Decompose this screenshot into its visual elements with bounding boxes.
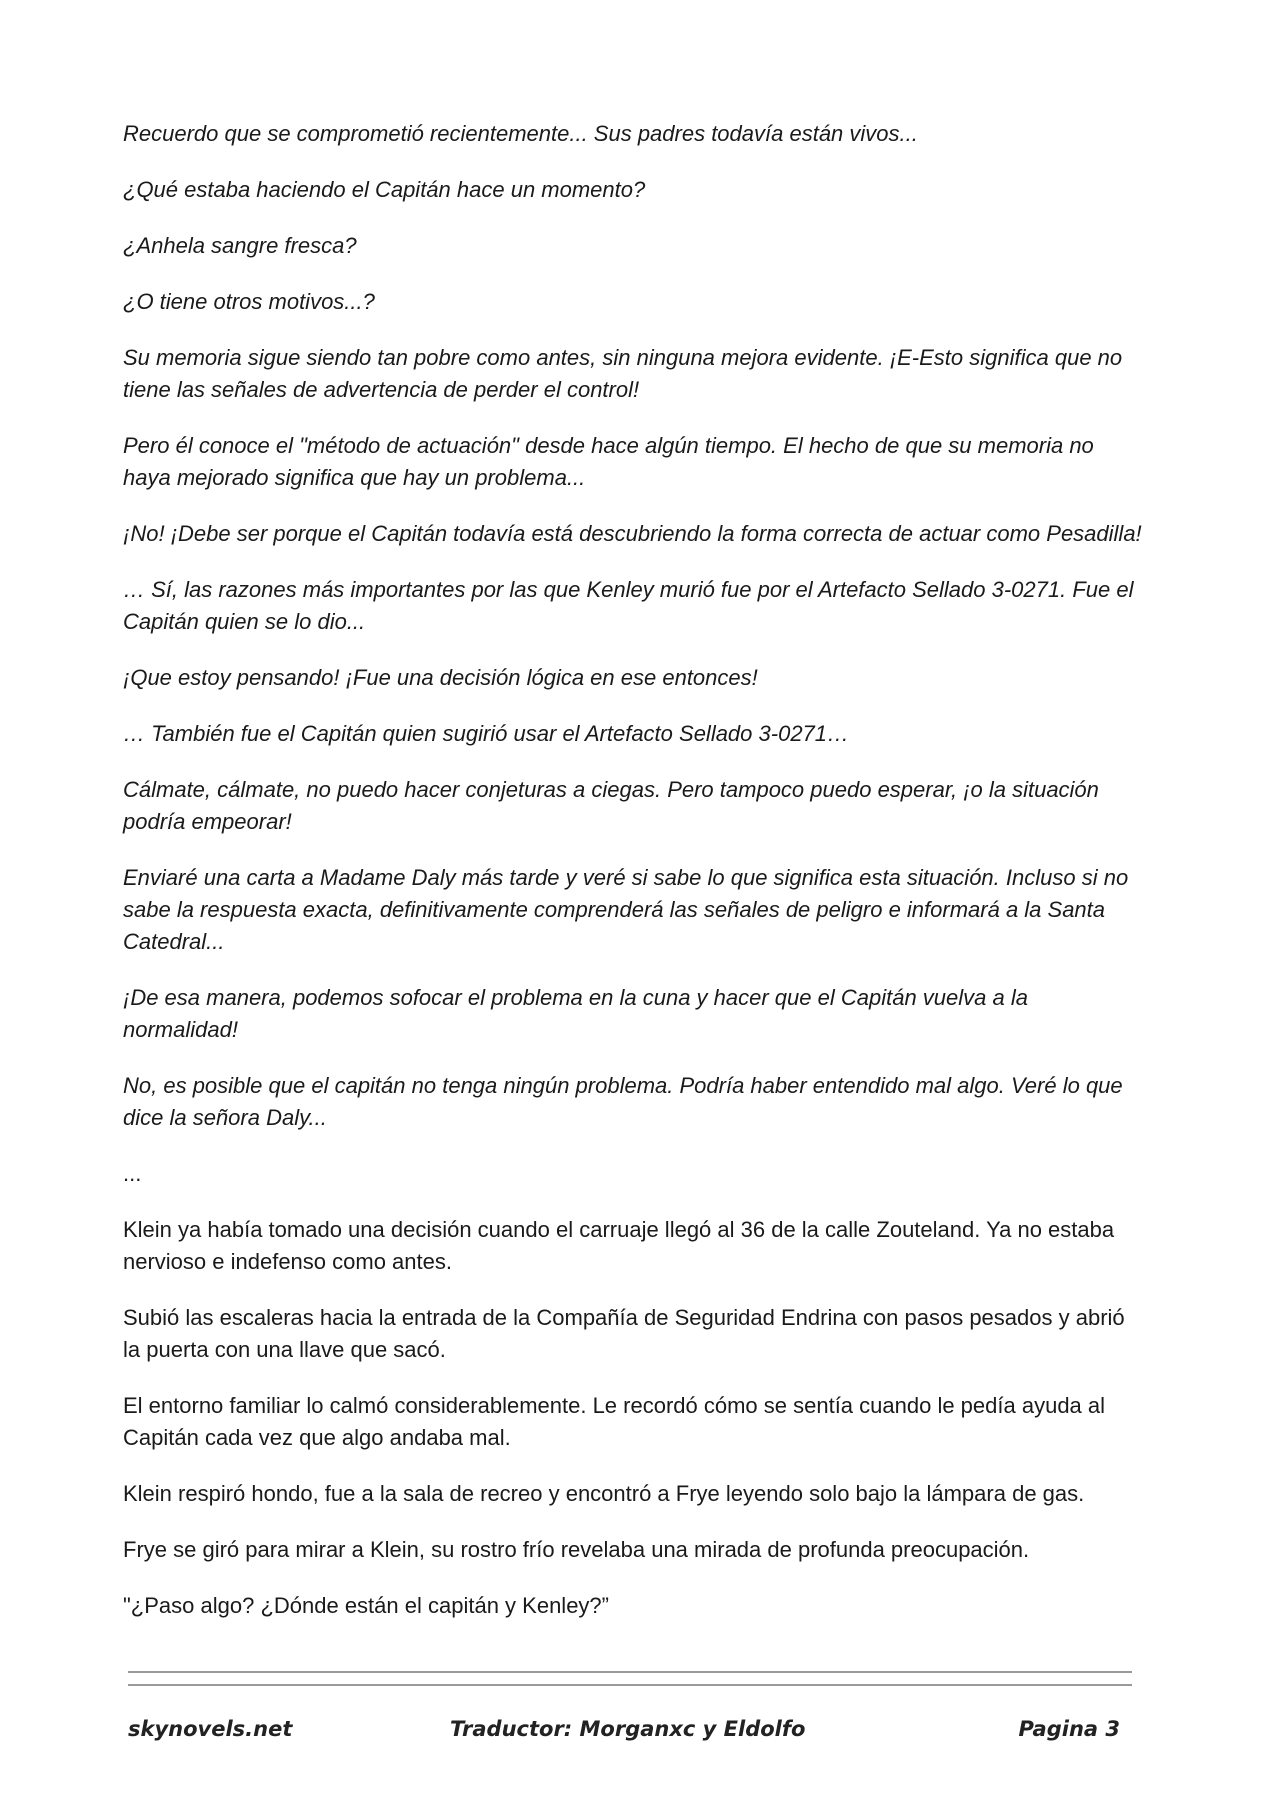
footer-site: skynovels.net: [128, 1717, 293, 1741]
paragraph: Recuerdo que se comprometió recientemente... Sus padres todavía están vivos...: [123, 121, 918, 146]
paragraph: Cálmate, cálmate, no puedo hacer conjeturas a ciegas. Pero tampoco puedo esperar, ¡o la situación podría empeorar!: [123, 777, 1099, 834]
footer-divider: [128, 1671, 1132, 1673]
footer-divider: [128, 1684, 1132, 1686]
paragraph: ¡Que estoy pensando! ¡Fue una decisión lógica en ese entonces!: [123, 665, 758, 690]
paragraph: Su memoria sigue siendo tan pobre como antes, sin ninguna mejora evidente. ¡E-Esto significa que no tiene las señales de advertencia de perder el control!: [123, 345, 1123, 402]
paragraph: ¡De esa manera, podemos sofocar el problema en la cuna y hacer que el Capitán vuelva a la normalidad!: [123, 985, 1028, 1042]
paragraph: No, es posible que el capitán no tenga ningún problema. Podría haber entendido mal algo. Veré lo que dice la señora Daly...: [123, 1073, 1123, 1130]
paragraph: … También fue el Capitán quien sugirió usar el Artefacto Sellado 3-0271…: [123, 721, 850, 746]
footer-page-number: Pagina 3: [1018, 1717, 1120, 1741]
paragraph: ¿Qué estaba haciendo el Capitán hace un momento?: [123, 177, 646, 202]
paragraph: ¡No! ¡Debe ser porque el Capitán todavía está descubriendo la forma correcta de actuar como Pesadilla!: [123, 521, 1142, 546]
paragraph: ¿Anhela sangre fresca?: [123, 233, 357, 258]
page-footer: [128, 1717, 1132, 1747]
paragraph: El entorno familiar lo calmó considerablemente. Le recordó cómo se sentía cuando le pedía ayuda al Capitán cada vez que algo andaba mal.: [123, 1393, 1106, 1450]
paragraph: "¿Paso algo? ¿Dónde están el capitán y Kenley?”: [123, 1593, 609, 1618]
paragraph: … Sí, las razones más importantes por las que Kenley murió fue por el Artefacto Sellado 3-0271. Fue el Capitán quien se lo dio...: [123, 577, 1134, 634]
scene-break: ...: [123, 1161, 142, 1186]
paragraph: ¿O tiene otros motivos...?: [123, 289, 375, 314]
body-text: [123, 118, 1143, 1646]
paragraph: Subió las escaleras hacia la entrada de la Compañía de Seguridad Endrina con pasos pesados y abrió la puerta con una llave que sacó.: [123, 1305, 1125, 1362]
paragraph: Enviaré una carta a Madame Daly más tarde y veré si sabe lo que significa esta situación. Incluso si no sabe la respuesta exacta, definitivamente comprenderá las señales de peligro e informará a la Santa Catedral...: [123, 865, 1129, 954]
paragraph: Frye se giró para mirar a Klein, su rostro frío revelaba una mirada de profunda preocupación.: [123, 1537, 1030, 1562]
paragraph: Klein respiró hondo, fue a la sala de recreo y encontró a Frye leyendo solo bajo la lámpara de gas.: [123, 1481, 1085, 1506]
paragraph: Pero él conoce el "método de actuación" desde hace algún tiempo. El hecho de que su memoria no haya mejorado significa que hay un problema...: [123, 433, 1094, 490]
footer-translator: Traductor: Morganxc y Eldolfo: [450, 1717, 806, 1741]
paragraph: Klein ya había tomado una decisión cuando el carruaje llegó al 36 de la calle Zouteland. Ya no estaba nervioso e indefenso como antes.: [123, 1217, 1115, 1274]
